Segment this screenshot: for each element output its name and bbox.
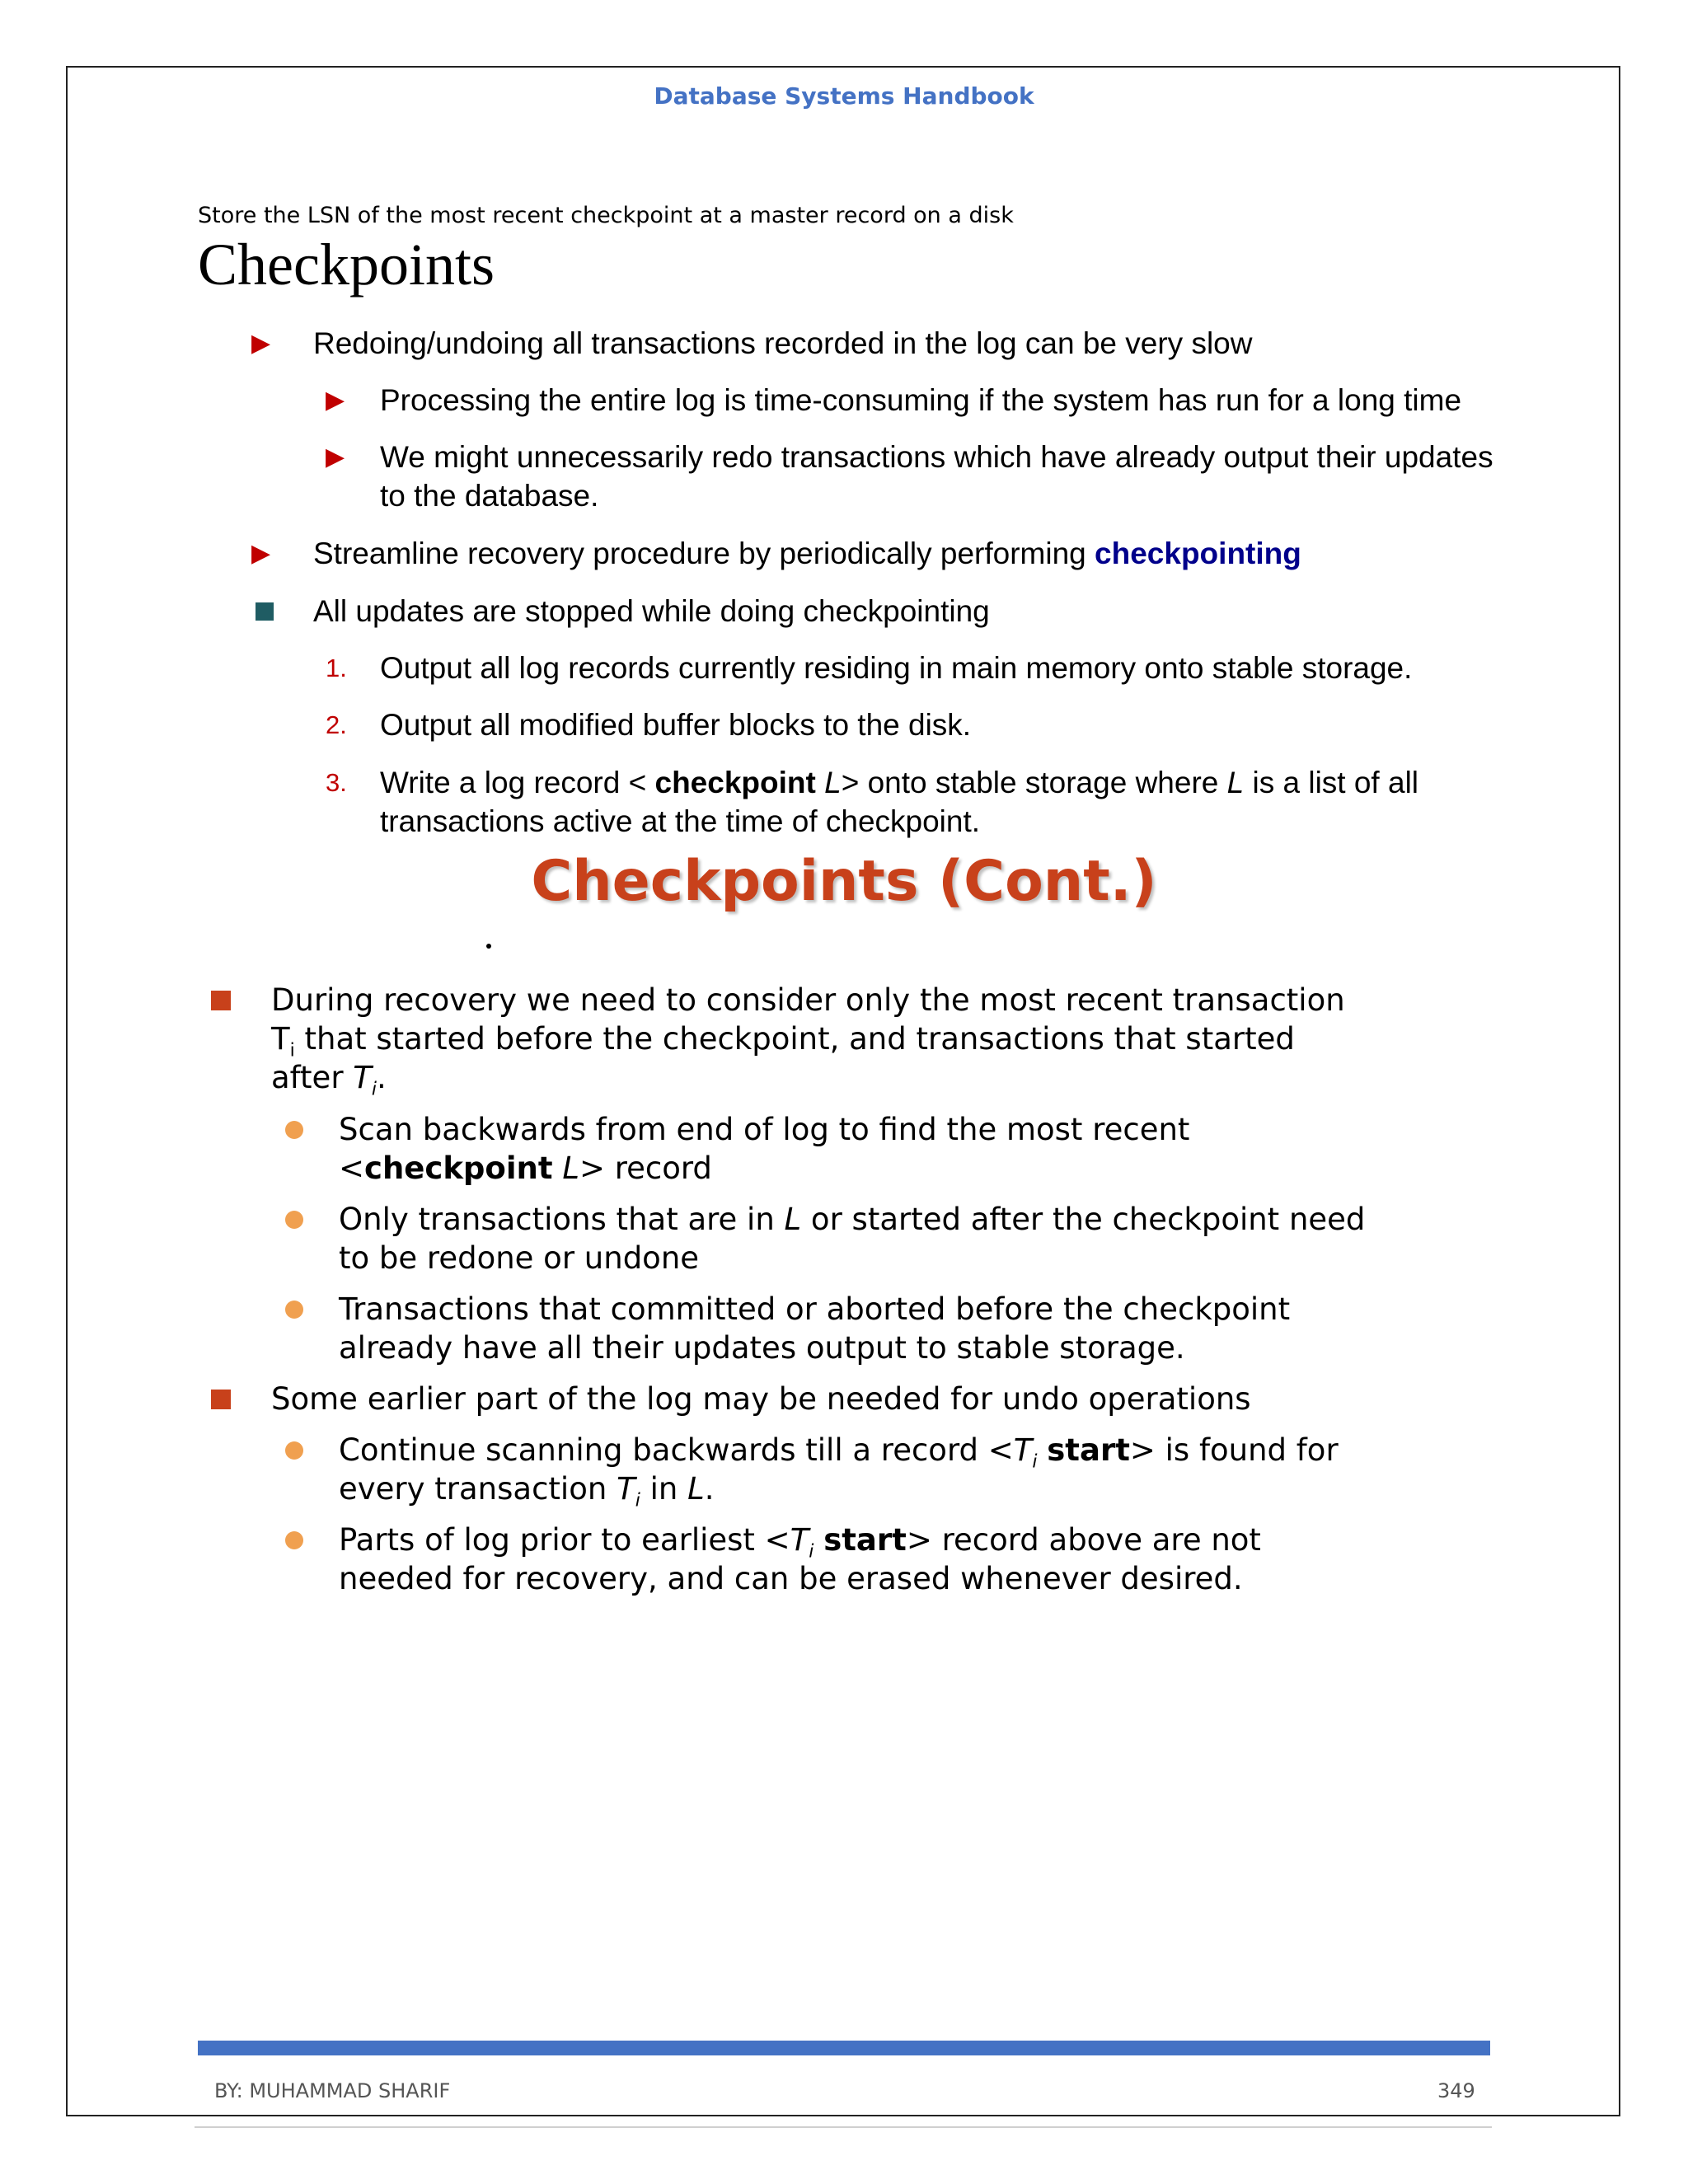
start-keyword: start: [823, 1522, 907, 1558]
bullet2a-line2-text-a: every transaction: [339, 1471, 617, 1507]
slide1-bullet-3: All updates are stopped while doing checkpointing: [313, 594, 990, 628]
slide1-step-3-line1: [380, 763, 1418, 802]
triangle-bullet-icon: ▶: [326, 387, 345, 414]
bullet2a-text-b: > is found for: [1129, 1432, 1339, 1468]
var-L: L: [824, 766, 842, 799]
triangle-bullet-icon: ▶: [251, 330, 271, 357]
var-T: T: [617, 1471, 635, 1507]
slide1-step-2: Output all modified buffer blocks to the disk.: [380, 708, 972, 742]
var-T: T: [271, 1021, 290, 1057]
slide2-bullet-2: Some earlier part of the log may be needed for undo operations: [271, 1381, 1251, 1417]
lt-symbol: <: [339, 1151, 365, 1186]
bullet1-line2-text: that started before the checkpoint, and transactions that started: [294, 1021, 1295, 1057]
circle-bullet-icon: [285, 1301, 303, 1319]
bullet2b-text-a: Parts of log prior to earliest <: [339, 1522, 790, 1558]
bullet2b-text-b: > record above are not: [906, 1522, 1261, 1558]
slide1-bullet-1b-line2: to the database.: [380, 479, 599, 513]
slide2-bullet-1-line1: During recovery we need to consider only the most recent transaction: [271, 982, 1345, 1018]
period: .: [377, 1060, 387, 1095]
square-bullet-icon: [256, 602, 274, 621]
list-number: 1.: [326, 654, 347, 682]
slide2-bullet-1b-line1: [339, 1200, 1365, 1239]
record-text: > record: [579, 1151, 712, 1186]
square-bullet-icon: [211, 991, 231, 1010]
page-number: 349: [1437, 2079, 1475, 2102]
bullet1b-text-a: Only transactions that are in: [339, 1202, 785, 1237]
subscript-i: i: [289, 1040, 295, 1062]
list-number: 3.: [326, 768, 347, 797]
slide1-bullet-2-text: Streamline recovery procedure by periodically performing: [313, 537, 1095, 570]
circle-bullet-icon: [285, 1531, 303, 1549]
slide1-bullet-1a: Processing the entire log is time-consuming if the system has run for a long time: [380, 383, 1462, 417]
step3-text-b: > onto stable storage where: [841, 766, 1227, 799]
var-L: L: [784, 1202, 802, 1237]
bottom-divider: [195, 2126, 1492, 2128]
slide1-bullet-1: Redoing/undoing all transactions recorded in the log can be very slow: [313, 326, 1253, 360]
var-T: T: [790, 1522, 809, 1558]
step3-text-c: is a list of all: [1244, 766, 1419, 799]
slide2-bullet-1a-line1: Scan backwards from end of log to find the most recent: [339, 1112, 1190, 1147]
slide1-step-1: Output all log records currently residing in main memory onto stable storage.: [380, 651, 1413, 685]
circle-bullet-icon: [285, 1121, 303, 1139]
slide1-bullet-1b-line1: We might unnecessarily redo transactions which have already output their updates: [380, 440, 1493, 474]
intro-text: Store the LSN of the most recent checkpoint at a master record on a disk: [198, 203, 1014, 228]
slide2-bullet-1a-line2: [339, 1149, 712, 1188]
after-text: after: [271, 1060, 354, 1095]
checkpoint-keyword: checkpoint: [654, 766, 816, 799]
in-text: in: [640, 1471, 688, 1507]
footer-author: BY: MUHAMMAD SHARIF: [214, 2079, 451, 2102]
period: .: [704, 1471, 715, 1507]
var-T: T: [353, 1060, 372, 1095]
slide2-bullet-1-line3: [271, 1058, 387, 1108]
slide2-bullet-2b-line2: needed for recovery, and can be erased whenever desired.: [339, 1561, 1243, 1596]
slide2-bullet-1b-line2: to be redone or undone: [339, 1240, 700, 1276]
start-keyword: start: [1047, 1432, 1130, 1468]
bullet1b-text-b: or started after the checkpoint need: [801, 1202, 1366, 1237]
circle-bullet-icon: [285, 1441, 303, 1460]
subscript-i: i: [371, 1079, 377, 1100]
slide2-bullet-1-line2: [271, 1019, 1295, 1070]
slide1-step-3-line2: transactions active at the time of checkpoint.: [380, 804, 981, 838]
subscript-i: i: [635, 1490, 640, 1511]
slide1-bullet-2: [313, 534, 1301, 573]
subscript-i: i: [809, 1541, 814, 1563]
var-L: L: [562, 1151, 579, 1186]
slide2-bullet-1c-line2: already have all their updates output to stable storage.: [339, 1330, 1185, 1366]
var-L: L: [1226, 766, 1245, 799]
square-bullet-icon: [211, 1390, 231, 1409]
circle-bullet-icon: [285, 1211, 303, 1229]
checkpointing-keyword: checkpointing: [1095, 537, 1301, 570]
triangle-bullet-icon: ▶: [251, 540, 271, 567]
header-title: Database Systems Handbook: [654, 82, 1034, 110]
checkpoint-keyword: checkpoint: [364, 1151, 553, 1186]
var-T: T: [1013, 1432, 1033, 1468]
stray-dot: [486, 944, 491, 949]
step3-text-a: Write a log record <: [380, 766, 655, 799]
var-L: L: [687, 1471, 705, 1507]
triangle-bullet-icon: ▶: [326, 443, 345, 471]
slide2-bullet-1c-line1: Transactions that committed or aborted before the checkpoint: [339, 1291, 1291, 1327]
slide2-bullet-2a-line2: [339, 1469, 714, 1520]
footer-bar: [198, 2041, 1490, 2055]
slide1-title: Checkpoints: [198, 232, 495, 298]
list-number: 2.: [326, 710, 347, 739]
slide2-title: Checkpoints (Cont.): [531, 849, 1157, 914]
subscript-i: i: [1032, 1451, 1038, 1473]
bullet2a-text-a: Continue scanning backwards till a record <: [339, 1432, 1014, 1468]
